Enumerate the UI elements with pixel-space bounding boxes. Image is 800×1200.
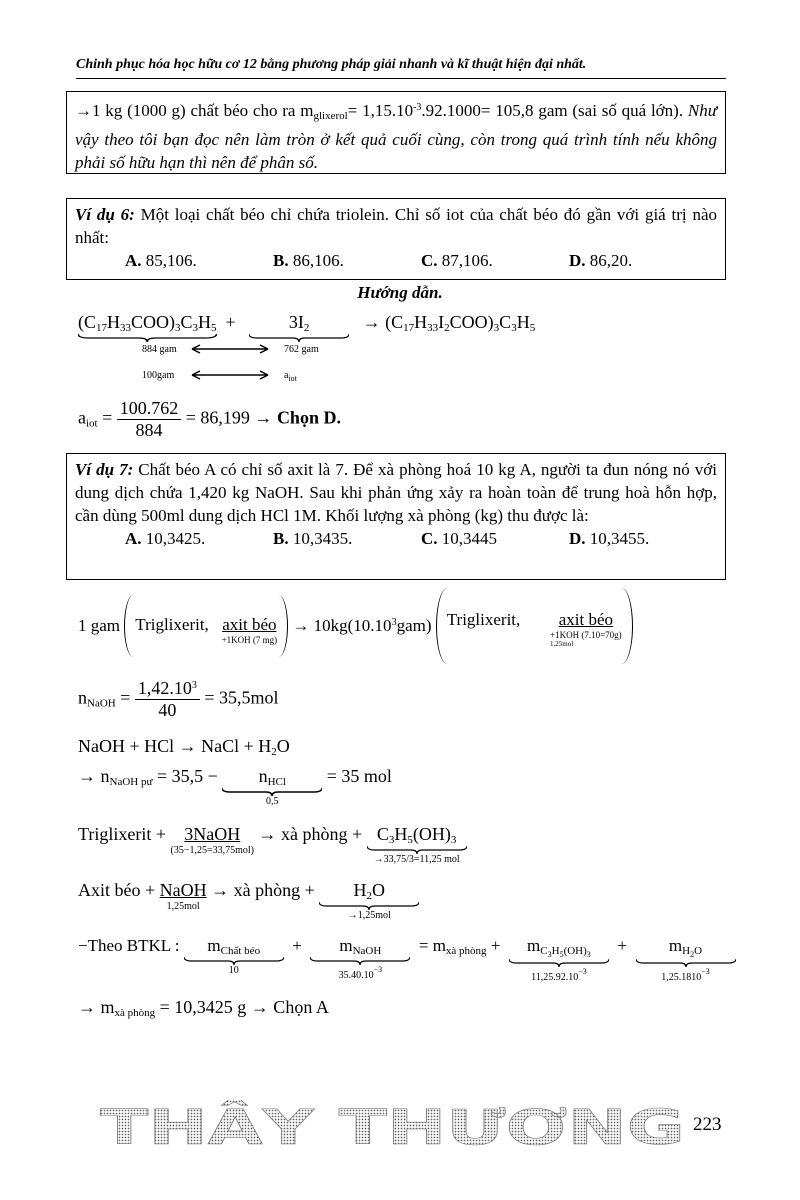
option-b: B. 10,3435. [273, 529, 353, 548]
option-d: D. 86,20. [569, 251, 633, 270]
brand-logo [100, 1100, 685, 1150]
note-italic: Như vậy theo tôi bạn đọc nên làm tròn ở kết quả cuối cùng, còn trong quá trình tính nếu không phải số hữu hạn thì nên để phân số. [75, 101, 717, 172]
double-arrow-1 [190, 344, 270, 354]
example-7-label: Ví dụ 7: [75, 460, 134, 479]
n-naoh-fraction: $\frac{1,42.10^3}{40}$ [135, 678, 200, 721]
option-a: A. 10,3425. [125, 529, 206, 548]
m-glycerol: $m_{C_3H_5(OH)_3}$ $11,25.92.10^{-3}$ [509, 936, 609, 983]
option-c: C. 10,3445 [421, 529, 498, 548]
double-arrow-2 [190, 370, 270, 380]
glycerol: $C_3H_5(OH)_3$ →33,75/3=11,25 mol [367, 824, 467, 865]
note-text-b: = 1,15.10 [347, 101, 414, 120]
example-7-box [66, 453, 726, 580]
a-iot-small: $a_{iot}$ [284, 370, 297, 383]
a-iot-var: a [78, 407, 86, 428]
mass-762: 762 gam [284, 344, 319, 355]
example-6-question: Một loại chất béo chỉ chứa triolein. Chỉ số iot của chất béo đó gần với giá trị nào nhất: [75, 205, 717, 247]
paren-2 [436, 588, 633, 664]
naoh-1: NaOH 1,25mol [159, 880, 207, 912]
reaction-hcl: NaOH + HCl → NaCl + $H_2O$ [78, 736, 290, 758]
mass-relation [78, 588, 633, 668]
m-water: $m_{H_2O}$ $1,25.1810^{-3}$ [636, 936, 736, 983]
m-naoh: $m_{NaOH}$ $35.40.10^{-3}$ [310, 936, 410, 981]
note-sup: -3 [413, 102, 422, 113]
option-c: C. 87,106. [421, 251, 493, 270]
running-header: Chinh phục hóa học hữu cơ 12 bằng phương pháp giải nhanh và kĩ thuật hiện đại nhất. [76, 57, 587, 72]
naoh-3: 3NaOH (35−1,25=33,75mol) [170, 824, 254, 856]
option-d: D. 10,3455. [569, 529, 650, 548]
a-iot-result: = 86,199 → [185, 407, 273, 428]
reaction-axit: Axit béo + NaOH 1,25mol → xà phòng + $H_2O$ →1,25mol [78, 880, 419, 921]
note-text-c: .92.1000= 105,8 gam (sai số quá lớn). [421, 101, 684, 120]
paren-1 [124, 595, 288, 657]
example-6-box [66, 198, 726, 280]
water: $H_2O$ →1,25mol [319, 880, 419, 921]
option-a: A. 85,106. [125, 251, 197, 270]
n-naoh-result: = 35,5mol [204, 687, 279, 708]
a-iot-fraction: $\frac{100.762}{884}$ [117, 398, 182, 441]
trig-label-2: Triglixerit, [446, 610, 521, 629]
trig-label-1: Triglixerit, [135, 615, 209, 634]
axit-beo-2: axit béo +1KOH (7.10=70g) 1,25mol [550, 610, 622, 648]
example-6-options [75, 249, 717, 272]
axit-beo-1: axit béo +1KOH (7 mg) [221, 615, 278, 645]
header-rule [76, 78, 726, 79]
mass-100: 100gam [142, 370, 175, 381]
note-text-a: →1 kg (1000 g) chất béo cho ra m [75, 101, 314, 120]
example-6-label: Ví dụ 6: [75, 205, 135, 224]
btkl-equation: −Theo BTKL : $m_{Chất béo}$ 10 + $m_{NaOH}$ $35.40.10^{-3}$ = $m_{xà phòng} + m_{C_3H_5(OH)_3}$ $11,25.92.10^{-3}$ + $m_{H_2O}$ $1,25.1810^{-3}$ [78, 936, 736, 983]
a-iot-choice: Chọn D. [276, 407, 341, 428]
n-naoh-pu: → $n_{NaOH pư} = 35,5 - n_{HCl}$ 0,5 = 35 mol [78, 766, 392, 807]
final-result: → $m_{xà phòng} = 10,3425$ g → Chọn A [78, 997, 329, 1019]
m-chat-beo: $m_{Chất béo}$ 10 [184, 936, 284, 976]
mid-arrow: → $10kg(10.10^3gam)$ [292, 616, 432, 635]
one-gram: 1 gam [78, 616, 121, 635]
note-sub: glixerol [313, 110, 348, 122]
brand-text: THẦY THƯƠNG [100, 1100, 497, 1150]
mass-884: 884 gam [142, 344, 177, 355]
triolein-formula: $(C_{17}H_{33}COO)_3C_3H_5$ [78, 312, 217, 342]
example-7-options [75, 527, 717, 550]
page-number: 223 [693, 1114, 722, 1135]
triolein-equation: $(C_{17}H_{33}COO)_3C_3H_5$ + $3I_2$ → $(C_{17}H_{33}I_2COO)_3C_3H_5$ [78, 312, 535, 342]
example-7-question: Chất béo A có chỉ số axit là 7. Để xà phòng hoá 10 kg A, người ta đun nóng nó với dung dịch chứa 1,420 kg NaOH. Sau khi phản ứng xảy ra hoàn toàn để trung hoà hỗn hợp, cần dùng 500ml dung dịch HCl 1M. Khối lượng xà phòng (kg) thu được là: [75, 460, 718, 525]
iodine-formula: $3I_2$ [249, 312, 349, 342]
a-iot-sub: iot [86, 417, 98, 430]
guide-title: Hướng dẫn. [357, 283, 443, 302]
option-b: B. 86,106. [273, 251, 344, 270]
a-iot-calc: $a_{iot}$ = $\frac{100.762}{884}$ = 86,199 → Chọn D. [78, 398, 341, 440]
reaction-triglixerit: Triglixerit + 3NaOH (35−1,25=33,75mol) → xà phòng + $C_3H_5(OH)_3$ →33,75/3=11,25 mol [78, 824, 467, 865]
n-naoh-calc: $n_{NaOH}$ = $\frac{1,42.10^3}{40}$ = 35,5mol [78, 678, 279, 720]
note-box [66, 91, 726, 174]
